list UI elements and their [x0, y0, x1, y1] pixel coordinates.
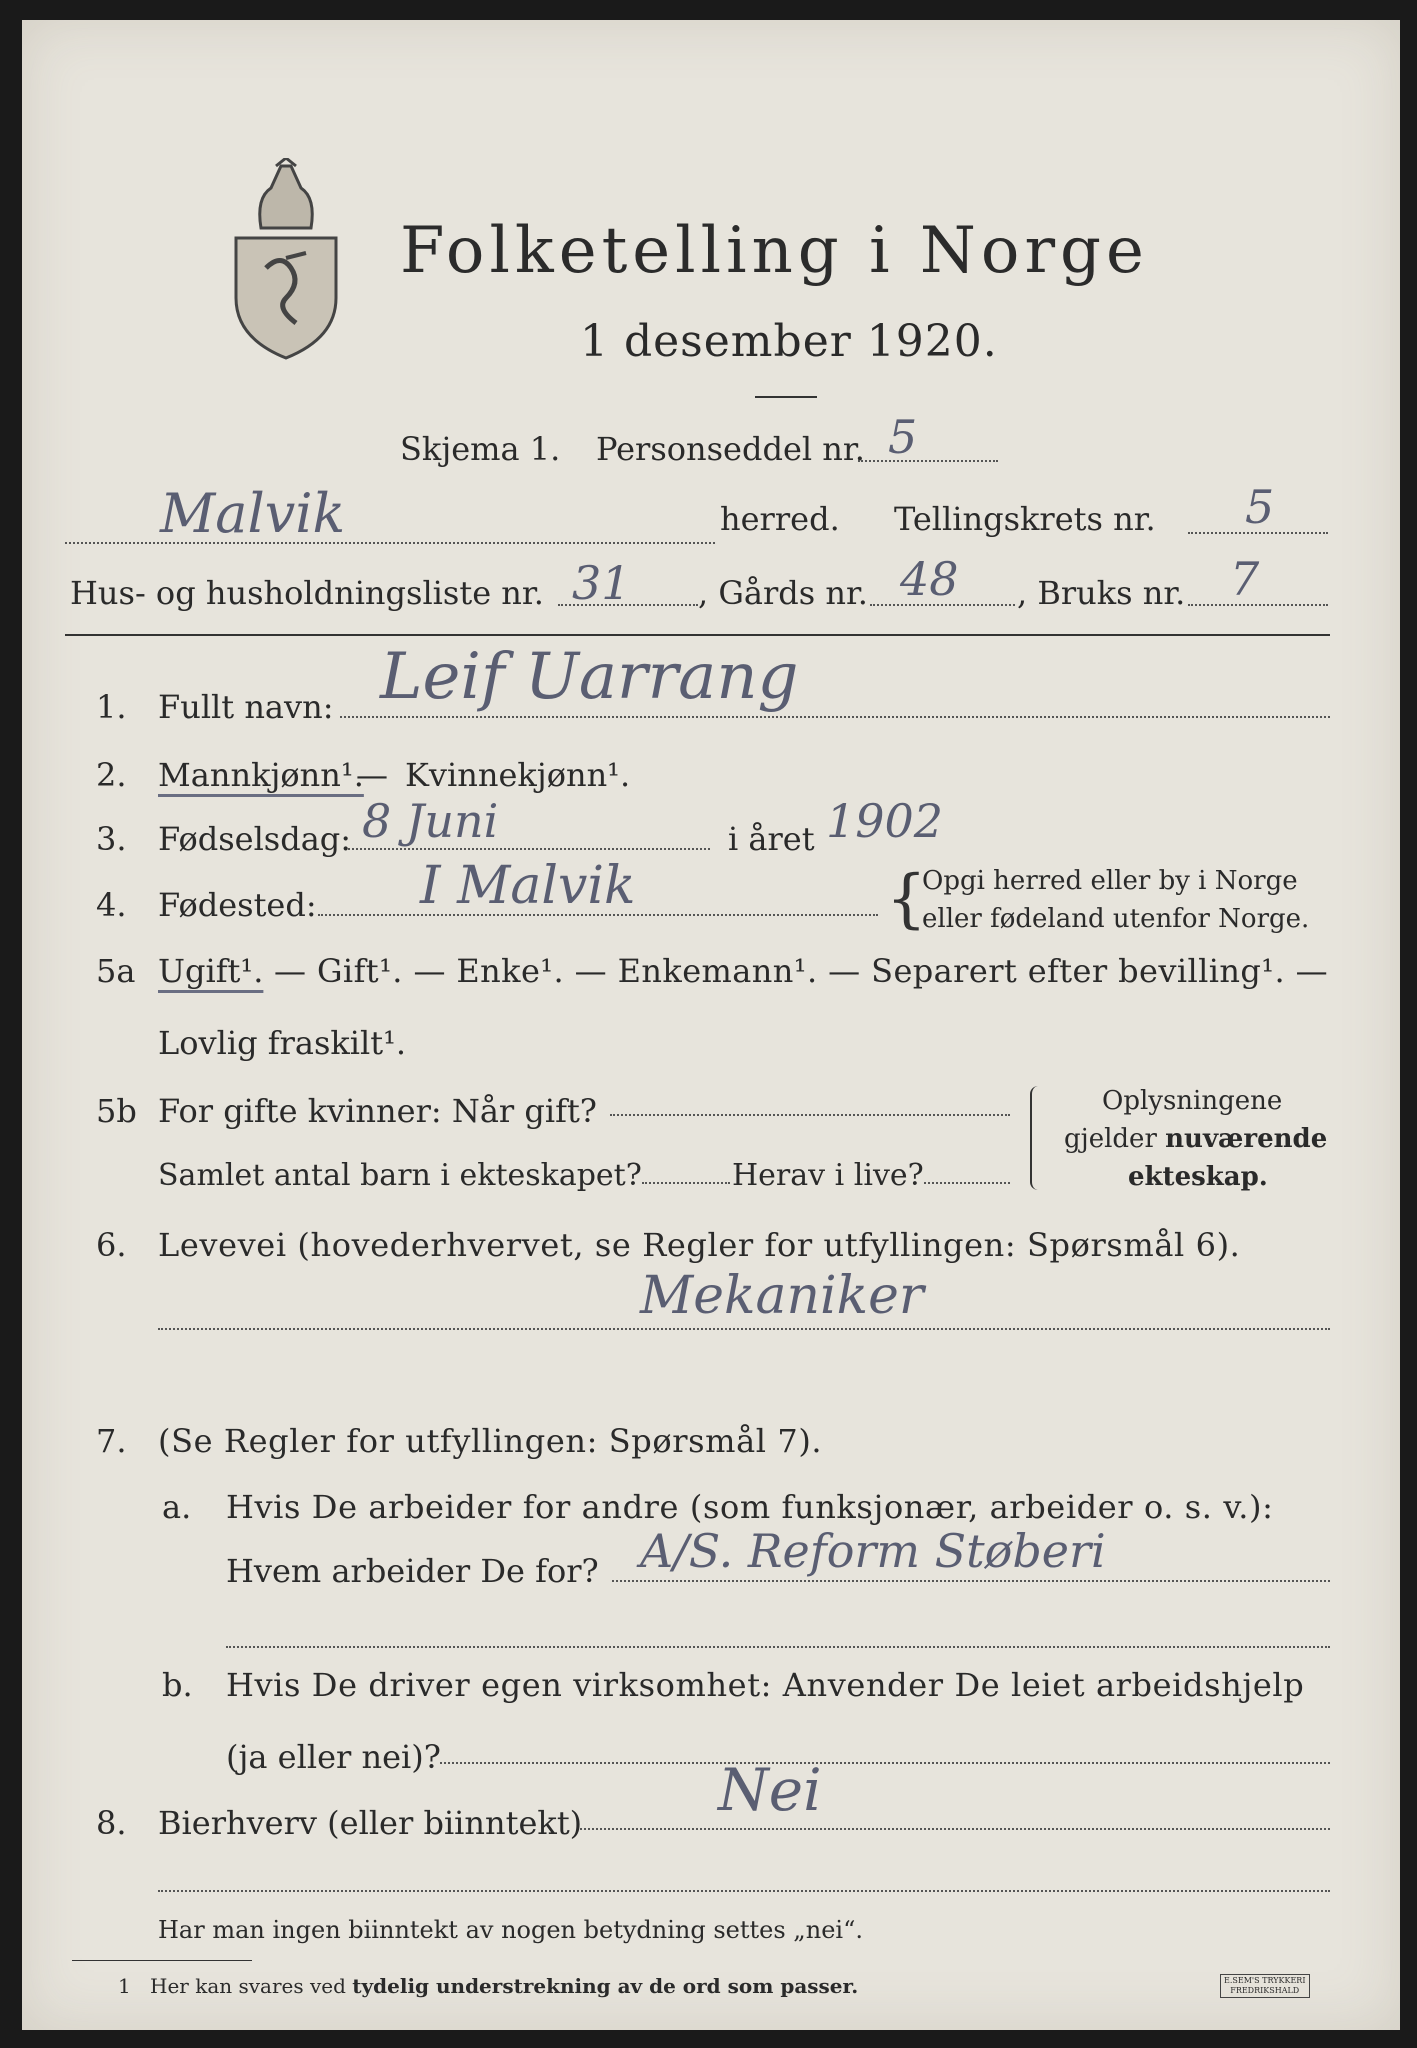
- q6-occupation-value[interactable]: Mekaniker: [640, 1266, 924, 1326]
- q8-label: Bierhverv (eller biinntekt): [158, 1804, 583, 1842]
- tellingskrets-label: Tellingskrets nr.: [894, 500, 1156, 538]
- q2-number: 2.: [96, 756, 127, 794]
- coat-of-arms-icon: [226, 158, 346, 364]
- header-rule: [65, 634, 1330, 636]
- q7-label: (Se Regler for utfyllingen: Spørsmål 7).: [158, 1422, 823, 1460]
- printer-stamp: E.SEM'S TRYKKERI FREDRIKSHALD: [1220, 1974, 1310, 1998]
- q5a-divorced-option[interactable]: Lovlig fraskilt¹.: [158, 1024, 407, 1062]
- q2-male-option[interactable]: Mannkjønn¹.: [158, 756, 364, 794]
- q4-number: 4.: [96, 886, 127, 924]
- q3-birthday-value[interactable]: 8 Juni: [362, 794, 499, 848]
- hus-label: Hus- og husholdningsliste nr.: [70, 574, 544, 612]
- q6-number: 6.: [96, 1226, 127, 1264]
- q5b-married-when-label: For gifte kvinner: Når gift?: [158, 1092, 597, 1130]
- q2-separator: —: [356, 756, 388, 794]
- gards-value[interactable]: 48: [900, 552, 959, 606]
- herred-label: herred.: [720, 500, 840, 538]
- q5b-note-line3: ekteskap.: [1128, 1162, 1268, 1192]
- footnote-number: 1: [118, 1974, 131, 1998]
- form-title: Folketelling i Norge: [400, 214, 1149, 288]
- q5b-note-line1: Oplysningene: [1102, 1086, 1283, 1116]
- bruks-value[interactable]: 7: [1230, 552, 1260, 606]
- q5a-other-options[interactable]: — Gift¹. — Enke¹. — Enkemann¹. — Separert efter bevilling¹. —: [274, 952, 1329, 990]
- q1-full-name-value[interactable]: Leif Uarrang: [380, 640, 799, 714]
- q8-side-income-value[interactable]: Nei: [718, 1756, 822, 1824]
- q7a-line1: Hvis De arbeider for andre (som funksjonær, arbeider o. s. v.):: [226, 1488, 1274, 1526]
- q2-female-option[interactable]: Kvinnekjønn¹.: [405, 756, 631, 794]
- q1-label: Fullt navn:: [158, 688, 334, 726]
- q5b-alive-label: Herav i live?: [732, 1158, 924, 1193]
- skjema-label: Skjema 1.: [400, 430, 561, 468]
- q5b-children-label: Samlet antal barn i ekteskapet?: [158, 1158, 642, 1193]
- q7a-number: a.: [162, 1488, 192, 1526]
- q4-note-line2: eller fødeland utenfor Norge.: [922, 904, 1310, 934]
- q3-number: 3.: [96, 820, 127, 858]
- q5a-number: 5a: [96, 952, 136, 990]
- q4-brace: {: [886, 862, 927, 936]
- footnote-rule: [72, 1960, 252, 1961]
- footer-note: Har man ingen biinntekt av nogen betydning settes „nei“.: [158, 1916, 863, 1944]
- herred-value[interactable]: Malvik: [160, 482, 346, 545]
- gards-label: , Gårds nr.: [698, 574, 868, 612]
- tellingskrets-value[interactable]: 5: [1245, 480, 1275, 534]
- census-date: 1 desember 1920.: [580, 316, 998, 367]
- q7-number: 7.: [96, 1422, 127, 1460]
- q5a-unmarried-option[interactable]: Ugift¹.: [158, 952, 264, 990]
- hus-value[interactable]: 31: [572, 556, 631, 610]
- q5b-note-line2: gjelder nuværende: [1064, 1124, 1328, 1154]
- personseddel-value[interactable]: 5: [888, 410, 918, 464]
- bruks-label: , Bruks nr.: [1017, 574, 1186, 612]
- title-divider: [755, 396, 817, 398]
- q8-number: 8.: [96, 1804, 127, 1842]
- q6-label: Levevei (hovederhvervet, se Regler for utfyllingen: Spørsmål 6).: [158, 1226, 1241, 1264]
- q4-label: Fødested:: [158, 886, 317, 924]
- q4-birthplace-value[interactable]: I Malvik: [420, 856, 636, 916]
- q5b-number: 5b: [96, 1092, 137, 1130]
- personseddel-label: Personseddel nr.: [596, 430, 865, 468]
- q5b-bracket: [1030, 1086, 1038, 1190]
- q3-year-label: i året: [728, 820, 815, 858]
- q3-year-value[interactable]: 1902: [826, 794, 944, 848]
- q7a-employer-label: Hvem arbeider De for?: [226, 1552, 599, 1590]
- q7b-line1: Hvis De driver egen virksomhet: Anvender De leiet arbeidshjelp: [226, 1666, 1305, 1704]
- q7b-hired-help-label: (ja eller nei)?: [226, 1738, 441, 1776]
- q7a-employer-value[interactable]: A/S. Reform Støberi: [640, 1524, 1106, 1578]
- q7b-number: b.: [162, 1666, 193, 1704]
- footnote-text: Her kan svares ved tydelig understrekning av de ord som passer.: [150, 1974, 859, 1998]
- q1-number: 1.: [96, 688, 127, 726]
- q3-label: Fødselsdag:: [158, 820, 352, 858]
- q4-note-line1: Opgi herred eller by i Norge: [922, 866, 1298, 896]
